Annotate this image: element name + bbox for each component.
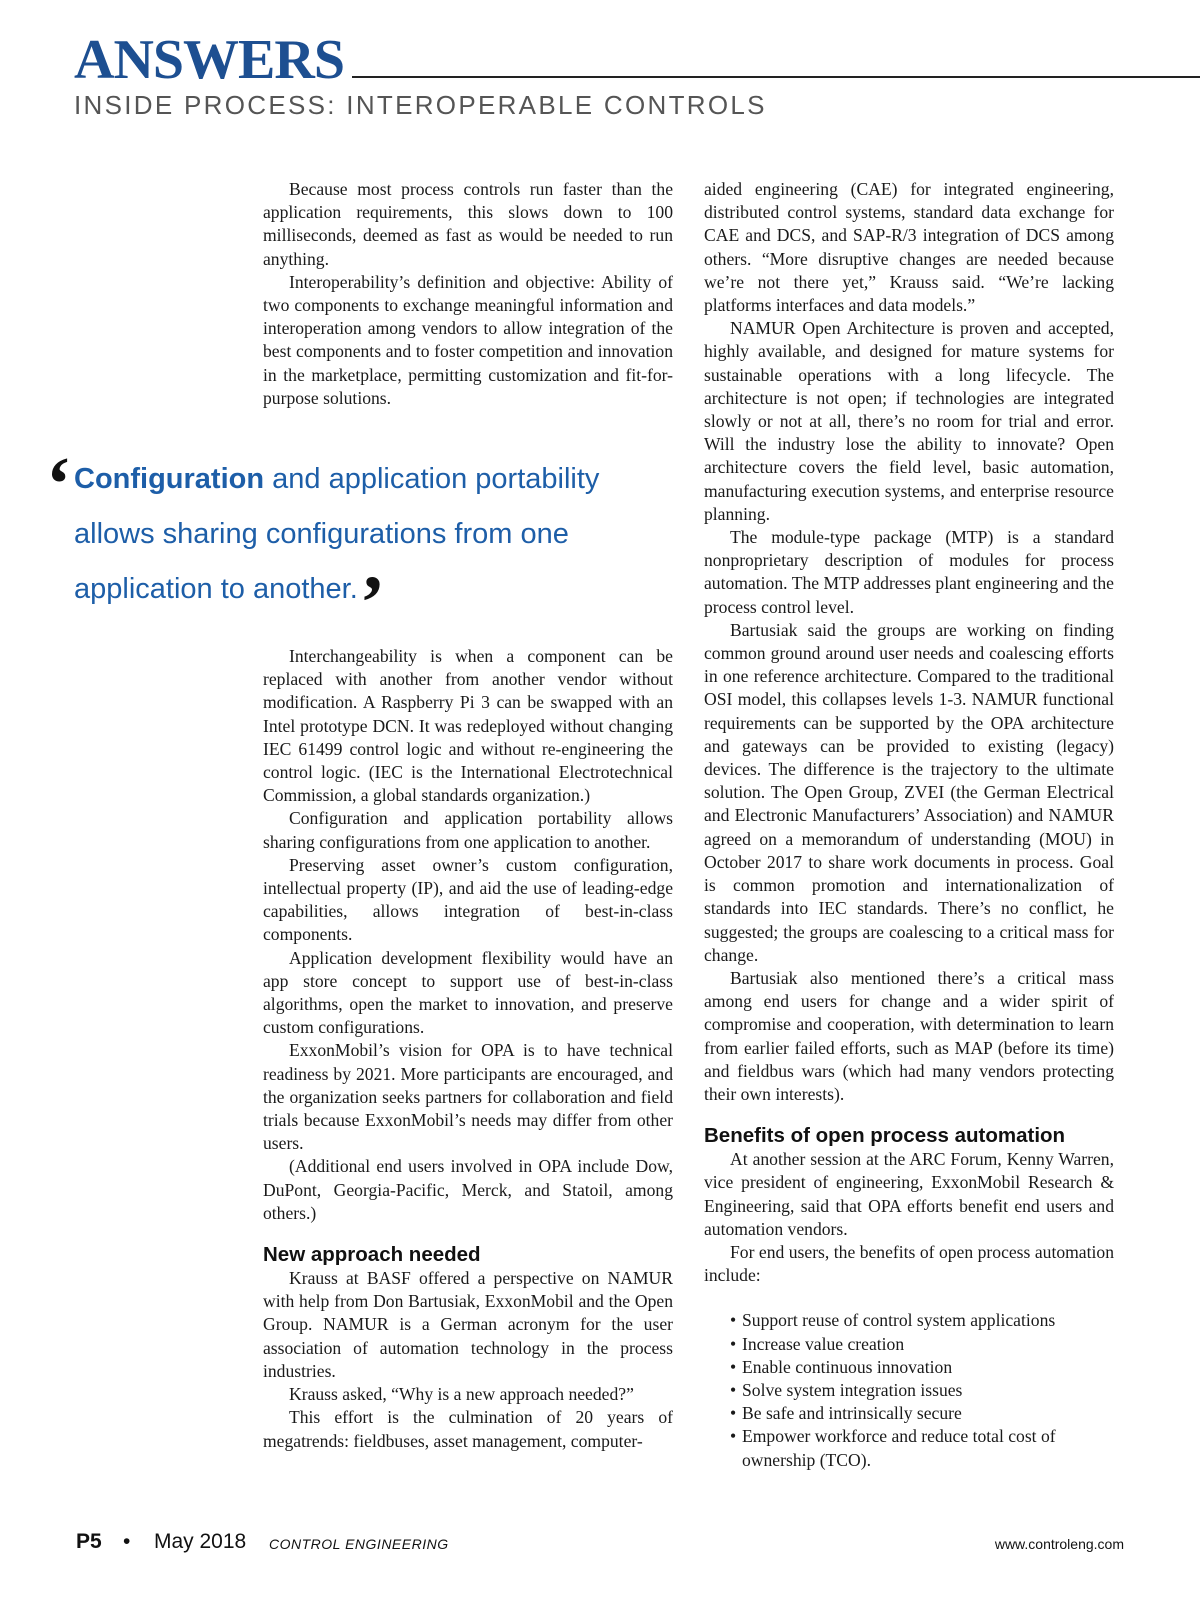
paragraph: Preserving asset owner’s custom configuration, intellectual property (IP), and aid the use of leading-edge capabilities, allows integration of best-in-class components.: [263, 854, 673, 945]
pull-quote-text: and application portability allows sharing configurations from one application to another.: [74, 463, 600, 605]
paragraph: aided engineering (CAE) for integrated engineering, distributed control systems, standard data exchange for CAE and DCS, and SAP-R/3 integration of DCS among others. “More disruptive changes are needed because we’re not there yet,” Krauss said. “We’re lacking platforms interfaces and data models.”: [704, 179, 1114, 316]
column-1-bottom: [263, 645, 673, 1453]
publication-name: CONTROL ENGINEERING: [269, 1536, 449, 1552]
list-item: • Increase value creation: [730, 1333, 1114, 1356]
paragraph: ExxonMobil’s vision for OPA is to have technical readiness by 2021. More participants are encouraged, and the organization seeks partners for collaboration and field trials because ExxonMobil’s needs may differ from other users.: [263, 1040, 673, 1154]
heading-new-approach: New approach needed: [263, 1243, 481, 1267]
close-quote-mark: ’: [359, 561, 386, 645]
paragraph: Interchangeability is when a component can be replaced with another from another vendor without modification. A Raspberry Pi 3 can be swapped with an Intel prototype DCN. It was redeployed without changing IEC 61499 control logic and without re-engineering the control logic. (IEC is the International Electrotechnical Commission, a global standards organization.): [263, 646, 673, 806]
paragraph: NAMUR Open Architecture is proven and accepted, highly available, and designed for mature systems for sustainable operations with a long lifecycle. The architecture is not open; if technologies are integrated slowly or not at all, there’s no room for trial and error. Will the industry lose the ability to innovate? Open architecture covers the field level, basic automation, manufacturing execution systems, and enterprise resource planning.: [704, 318, 1114, 524]
paragraph: At another session at the ARC Forum, Kenny Warren, vice president of engineering, ExxonMobil Research & Engineering, said that OPA efforts benefit end users and automation vendors.: [704, 1149, 1114, 1239]
section-title: ANSWERS: [74, 29, 344, 91]
column-2: [704, 178, 1114, 1472]
paragraph: Because most process controls run faster than the application requirements, this slows down to 100 milliseconds, deemed as fast as would be needed to run anything.: [263, 179, 673, 269]
paragraph: Bartusiak also mentioned there’s a critical mass among end users for change and a wider spirit of compromise and cooperation, with determination to learn from earlier failed efforts, such as MAP (before its time) and fieldbus wars (which had many vendors protecting their own interests).: [704, 967, 1114, 1104]
list-item: • Enable continuous innovation: [730, 1356, 1114, 1379]
paragraph: This effort is the culmination of 20 years of megatrends: fieldbuses, asset management, computer-: [263, 1407, 673, 1451]
column-1-top: [263, 178, 673, 410]
list-item: • Solve system integration issues: [730, 1379, 1114, 1402]
pull-quote-lead: Configuration: [74, 463, 265, 495]
heading-benefits: Benefits of open process automation: [704, 1124, 1066, 1148]
list-item: • Be safe and intrinsically secure: [730, 1402, 1114, 1425]
header-rule: [352, 76, 1200, 78]
page-footer: [76, 1530, 1124, 1560]
page-number: P5: [76, 1530, 102, 1553]
paragraph: Configuration and application portability allows sharing configurations from one application to another.: [263, 808, 673, 852]
masthead: [74, 30, 1200, 120]
list-item: • Support reuse of control system applications: [730, 1309, 1114, 1332]
paragraph: Interoperability’s definition and objective: Ability of two components to exchange meaningful information and interoperation among vendors to allow integration of the best components and to foster competition and innovation in the marketplace, permitting customization and fit-for-purpose solutions.: [263, 271, 673, 408]
section-subtitle: INSIDE PROCESS: INTEROPERABLE CONTROLS: [74, 90, 767, 120]
issue-date: May 2018: [154, 1530, 247, 1553]
pull-quote: [46, 442, 666, 645]
paragraph: Krauss asked, “Why is a new approach needed?”: [289, 1384, 634, 1405]
paragraph: For end users, the benefits of open process automation include:: [704, 1241, 1114, 1286]
footer-separator: •: [123, 1530, 131, 1553]
open-quote-mark: ‘: [46, 442, 72, 526]
list-item: • Empower workforce and reduce total cost of ownership (TCO).: [730, 1425, 1114, 1471]
paragraph: (Additional end users involved in OPA include Dow, DuPont, Georgia-Pacific, Merck, and Statoil, among others.): [263, 1156, 673, 1223]
benefits-list: [730, 1309, 1114, 1471]
paragraph: Bartusiak said the groups are working on finding common ground around user needs and coalescing efforts in one reference architecture. Compared to the traditional OSI model, this collapses levels 1-3. NAMUR functional requirements can be supported by the OPA architecture and gateways can be provided to existing (legacy) devices. The difference is the trajectory to the ultimate solution. The Open Group, ZVEI (the German Electrical and Electronic Manufacturers’ Association) and NAMUR agreed on a memorandum of understanding (MOU) in October 2017 to share work documents in process. Goal is common promotion and internationalization of standards into IEC standards. There’s no conflict, he suggested; the groups are coalescing to a critical mass for change.: [704, 619, 1114, 965]
paragraph: Application development flexibility would have an app store concept to support use of best-in-class algorithms, open the market to innovation, and preserve custom configurations.: [263, 947, 673, 1038]
paragraph: Krauss at BASF offered a perspective on NAMUR with help from Don Bartusiak, ExxonMobil and the Open Group. NAMUR is a German acronym for the user association of automation technology in the process industries.: [263, 1268, 673, 1381]
paragraph: The module-type package (MTP) is a standard nonproprietary description of modules for process automation. The MTP addresses plant engineering and the process control level.: [704, 527, 1114, 617]
website-link[interactable]: www.controleng.com: [994, 1536, 1124, 1552]
